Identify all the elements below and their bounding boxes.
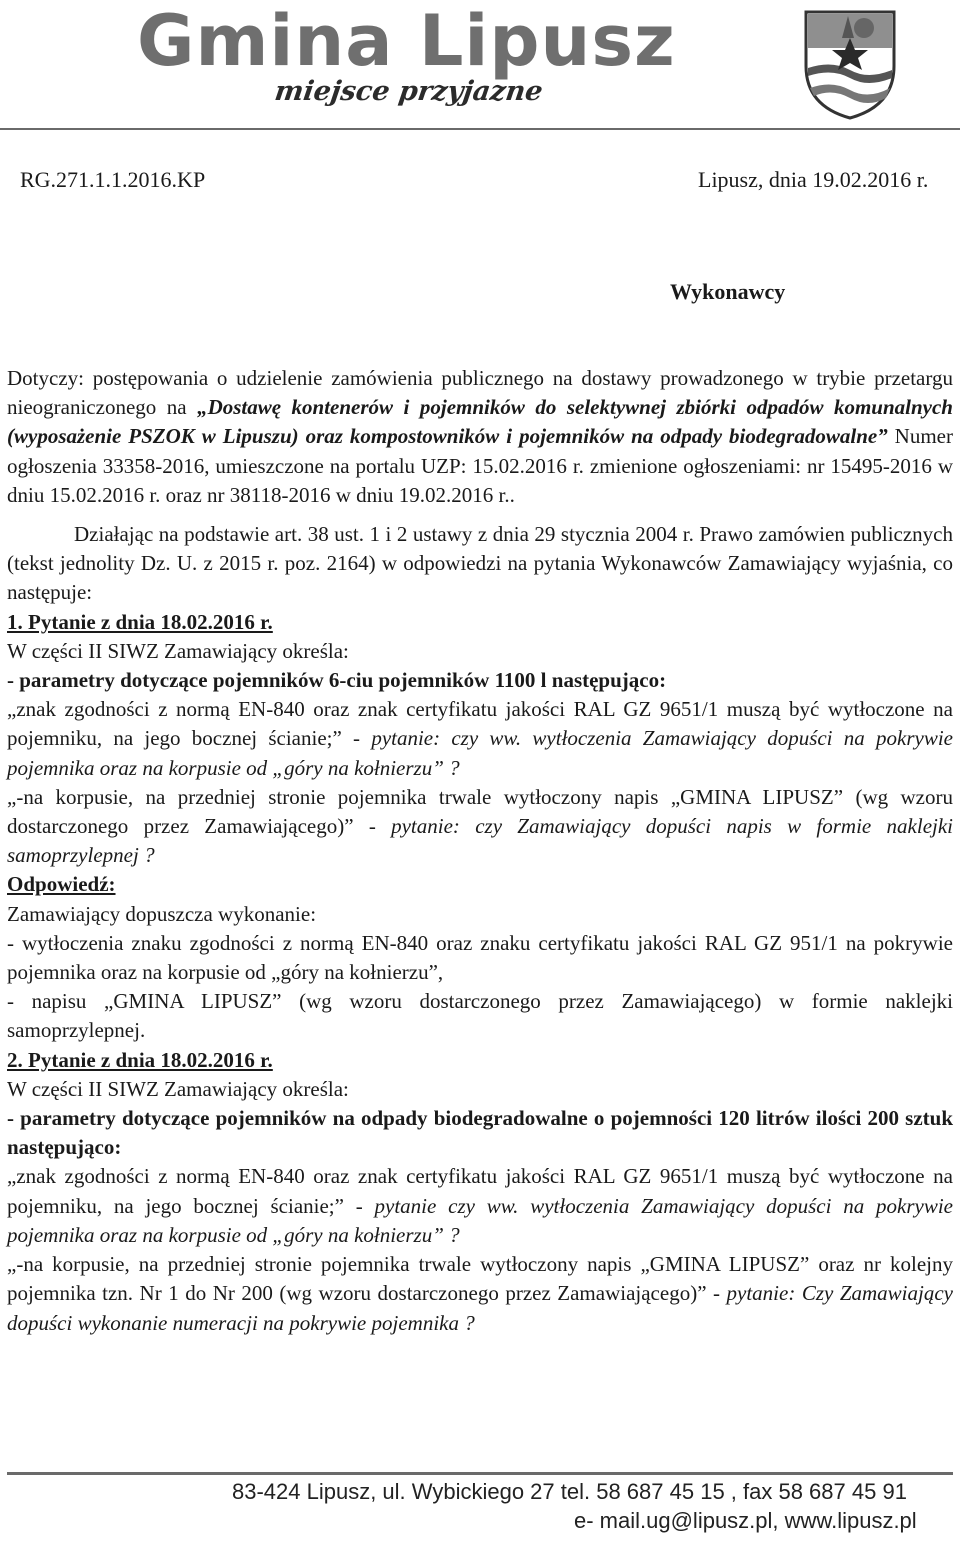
requirement-item: „znak zgodności z normą EN-840 oraz znak certyfikatu jakości RAL GZ 9651/1 muszą być wytłoczone na pojemniku, na jego bocznej ścianie;” - pytanie: czy ww. wytłoczenia Zamawiający dopuści na pokrywie pojemnika oraz na korpusie od „góry na kołnierzu” ? [7,697,953,780]
document-date: Lipusz, dnia 19.02.2016 r. [698,167,929,192]
coat-of-arms-icon [802,8,898,120]
document-body [7,364,953,1338]
subject-paragraph: Dotyczy: postępowania o udzielenie zamówienia publicznego na dostawy prowadzonego w trybie przetargu nieograniczonego na „Dostawę kontenerów i pojemników do selektywnej zbiórki odpadów komunalnych (wyposażenie PSZOK w Lipuszu) oraz kompostowników i pojemników na odpady biodegradowalne” Numer ogłoszenia 33358-2016, umieszczone na portalu UZP: 15.02.2016 r. zmienione ogłoszeniami: nr 15495-2016 w dniu 15.02.2016 r. oraz nr 38118-2016 w dniu 19.02.2016 r.. [7,366,953,507]
parameters-line: - parametry dotyczące pojemników na odpady biodegradowalne o pojemności 120 litrów ilości 200 sztuk następująco: [7,1106,953,1160]
answer-item: - wytłoczenia znaku zgodności z normą EN-840 oraz znaku certyfikatu jakości RAL GZ 951/1 na pokrywie pojemnika oraz na korpusie od „góry na kołnierzu”, [7,930,953,985]
requirement-item: „-na korpusie, na przedniej stronie pojemnika trwale wytłoczony napis „GMINA LIPUSZ” oraz nr kolejny pojemnika tzn. Nr 1 do Nr 200 (wg wzoru dostarczonego przez Zamawiającego)” - pytanie: Czy Zamawiający dopuści wykonanie numeracji na pokrywie pojemnika ? [7,1252,953,1335]
footer-divider [7,1472,953,1475]
footer-address: 83-424 Lipusz, ul. Wybickiego 27 tel. 58 687 45 15 , fax 58 687 45 91 [232,1479,907,1504]
procurement-title: „Dostawę kontenerów i pojemników do selektywnej zbiórki odpadów komunalnych (wyposażenie PSZOK w Lipuszu) oraz kompostowników i pojemników na odpady biodegradowalne” [7,395,953,449]
question-heading: 2. Pytanie z dnia 18.02.2016 r. [7,1047,273,1072]
letterhead [0,0,960,132]
legal-basis-paragraph: Działając na podstawie art. 38 ust. 1 i 2 ustawy z dnia 29 stycznia 2004 r. Prawo zamówien publicznych (tekst jednolity Dz. U. z 2015 r. poz. 2164) w odpowiedzi na pytania Wykonawców Zamawiający wyjaśnia, co następuje: [7,522,953,605]
requirement-item: „-na korpusie, na przedniej stronie pojemnika trwale wytłoczony napis „GMINA LIPUSZ” (wg wzoru dostarczonego przez Zamawiającego)” - pytanie: czy Zamawiający dopuści napis w formie naklejki samoprzylepnej ? [7,784,954,868]
reference-number: RG.271.1.1.2016.KP [20,167,206,192]
answer-heading: Odpowiedź: [7,872,116,897]
header-divider [0,128,960,130]
siwz-line: W części II SIWZ Zamawiający określa: [7,1076,349,1101]
requirement-item: „znak zgodności z normą EN-840 oraz znak certyfikatu jakości RAL GZ 9651/1 muszą być wytłoczone na pojemniku, na jego bocznej ścianie;” - pytanie czy ww. wytłoczenia Zamawiający dopuści na pokrywie pojemnika oraz na korpusie od „góry na kołnierzu” ? [7,1164,953,1247]
municipality-slogan: miejsce przyjazne [272,76,545,107]
question-2 [7,1046,953,1338]
question-heading: 1. Pytanie z dnia 18.02.2016 r. [7,609,273,634]
question-1 [7,608,953,1046]
footer-contact: e- mail.ug@lipusz.pl, www.lipusz.pl [574,1508,917,1533]
municipality-title: Gmina Lipusz [137,0,676,82]
siwz-line: W części II SIWZ Zamawiający określa: [7,638,349,663]
answer-intro: Zamawiający dopuszcza wykonanie: [7,901,317,926]
parameters-line: - parametry dotyczące pojemników 6-ciu pojemników 1100 l następująco: [7,668,667,693]
answer-item: - napisu „GMINA LIPUSZ” (wg wzoru dostarczonego przez Zamawiającego) w formie naklejki samoprzylepnej. [7,989,953,1043]
addressee: Wykonawcy [670,279,786,304]
